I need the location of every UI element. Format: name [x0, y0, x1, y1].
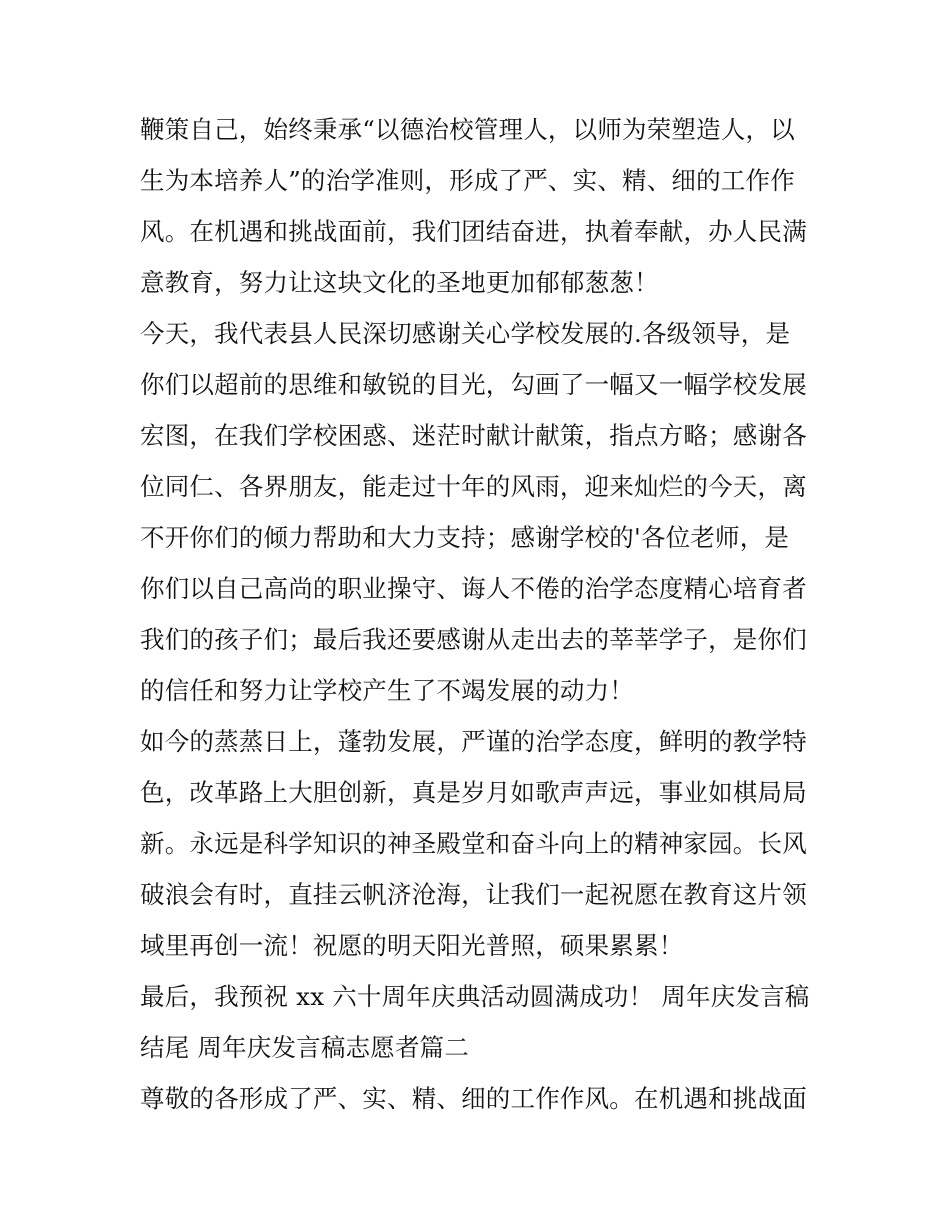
text-line: 宏图，在我们学校困惑、迷茫时献计献策，指点方略；感谢各	[140, 421, 807, 450]
text-line: 的信任和努力让学校产生了不竭发展的动力！	[140, 676, 634, 705]
text-line: 尊敬的各形成了严、实、精、细的工作作风。在机遇和挑战面	[140, 1084, 807, 1113]
text-line: 不开你们的倾力帮助和大力支持；感谢学校的'各位老师，是	[140, 523, 790, 552]
text-line: 鞭策自己，始终秉承“以德治校管理人，以师为荣塑造人，以	[140, 115, 795, 144]
document-body	[140, 104, 820, 1124]
text-line: 今天，我代表县人民深切感谢关心学校发展的.各级领导，是	[140, 319, 791, 348]
text-line: 你们以超前的思维和敏锐的目光，勾画了一幅又一幅学校发展	[140, 370, 807, 399]
text-line: 色，改革路上大胆创新，真是岁月如歌声声远，事业如棋局局	[140, 778, 807, 807]
text-line: 生为本培养人”的治学准则，形成了严、实、精、细的工作作	[140, 166, 795, 195]
text-line: 域里再创一流！祝愿的明天阳光普照，硕果累累！	[140, 931, 684, 960]
text-line: 我们的孩子们；最后我还要感谢从走出去的莘莘学子，是你们	[140, 625, 807, 654]
text-line: 意教育，努力让这块文化的圣地更加郁郁葱葱！	[140, 268, 659, 297]
text-line: 风。在机遇和挑战面前，我们团结奋进，执着奉献，办人民满	[140, 217, 807, 246]
text-line: 破浪会有时，直挂云帆济沧海，让我们一起祝愿在教育这片领	[140, 880, 807, 909]
text-line: 最后，我预祝 xx 六十周年庆典活动圆满成功！ 周年庆发言稿	[140, 982, 810, 1011]
text-line: 你们以自己高尚的职业操守、诲人不倦的治学态度精心培育者	[140, 574, 807, 603]
text-line: 位同仁、各界朋友，能走过十年的风雨，迎来灿烂的今天，离	[140, 472, 807, 501]
text-line: 新。永远是科学知识的神圣殿堂和奋斗向上的精神家园。长风	[140, 829, 807, 858]
text-line: 如今的蒸蒸日上，蓬勃发展，严谨的治学态度，鲜明的教学特	[140, 727, 807, 756]
text-line: 结尾 周年庆发言稿志愿者篇二	[140, 1033, 470, 1062]
